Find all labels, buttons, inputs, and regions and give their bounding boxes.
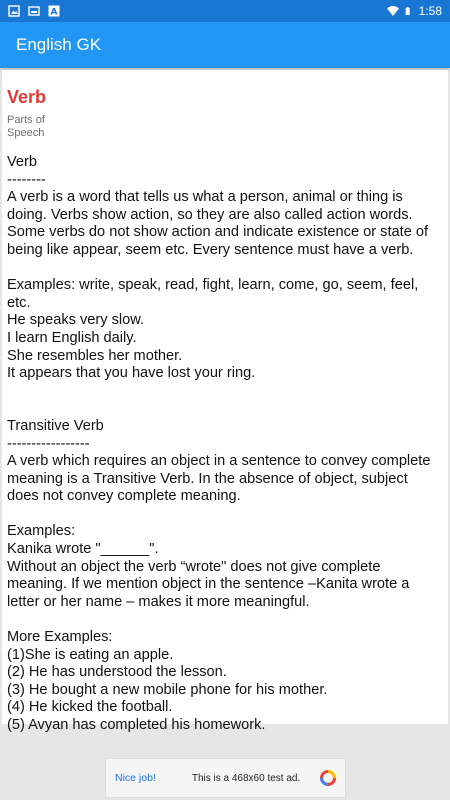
ad-banner[interactable]: [105, 758, 346, 798]
gallery-icon: [28, 5, 40, 17]
article-title: Verb: [7, 87, 47, 107]
ad-nice-job-text: Nice job!: [115, 772, 156, 784]
svg-text:A: A: [50, 7, 58, 18]
app-bar: [0, 22, 450, 68]
ad-test-text: This is a 468x60 test ad.: [191, 772, 301, 784]
status-time: 1:58: [418, 4, 442, 18]
a-notification-icon: [48, 5, 60, 17]
image-icon: [8, 5, 20, 17]
wifi-icon: [387, 5, 399, 17]
battery-icon: [405, 5, 413, 17]
article-subtitle: Parts of Speech: [7, 114, 45, 139]
app-title: English GK: [16, 35, 102, 54]
article-body: Verb -------- A verb is a word that tells us what a person, animal or thing is doing. Verbs show action, so they are also called action words. Some verbs do not show action and indicate existence or state of being like appear, seem etc. Every sentence must have a verb. Examples: write, speak, read, fight, learn, come, go, seem, feel, etc. He speaks very slow. I learn English daily. She resembles her mother. It appears that you have lost your ring. Transitive Verb ----------------- A verb which requires an object in a sentence to convey complete meaning is a Transitive Verb. In the absence of object, subject does not convey complete meaning. Examples: Kanika wrote "______". Without an object the verb “wrote" does not give complete meaning. If we mention object in the sentence –Kanita wrote a letter or her name – makes it more meaningful. More Examples: (1)She is eating an apple. (2) He has understood the lesson. (3) He bought a new mobile phone for his mother. (4) He kicked the football. (5) Avyan has completed his homework.: [7, 154, 431, 733]
ad-choices-logo-icon[interactable]: [320, 770, 336, 786]
status-bar: [0, 0, 450, 22]
article-content[interactable]: [2, 70, 448, 733]
